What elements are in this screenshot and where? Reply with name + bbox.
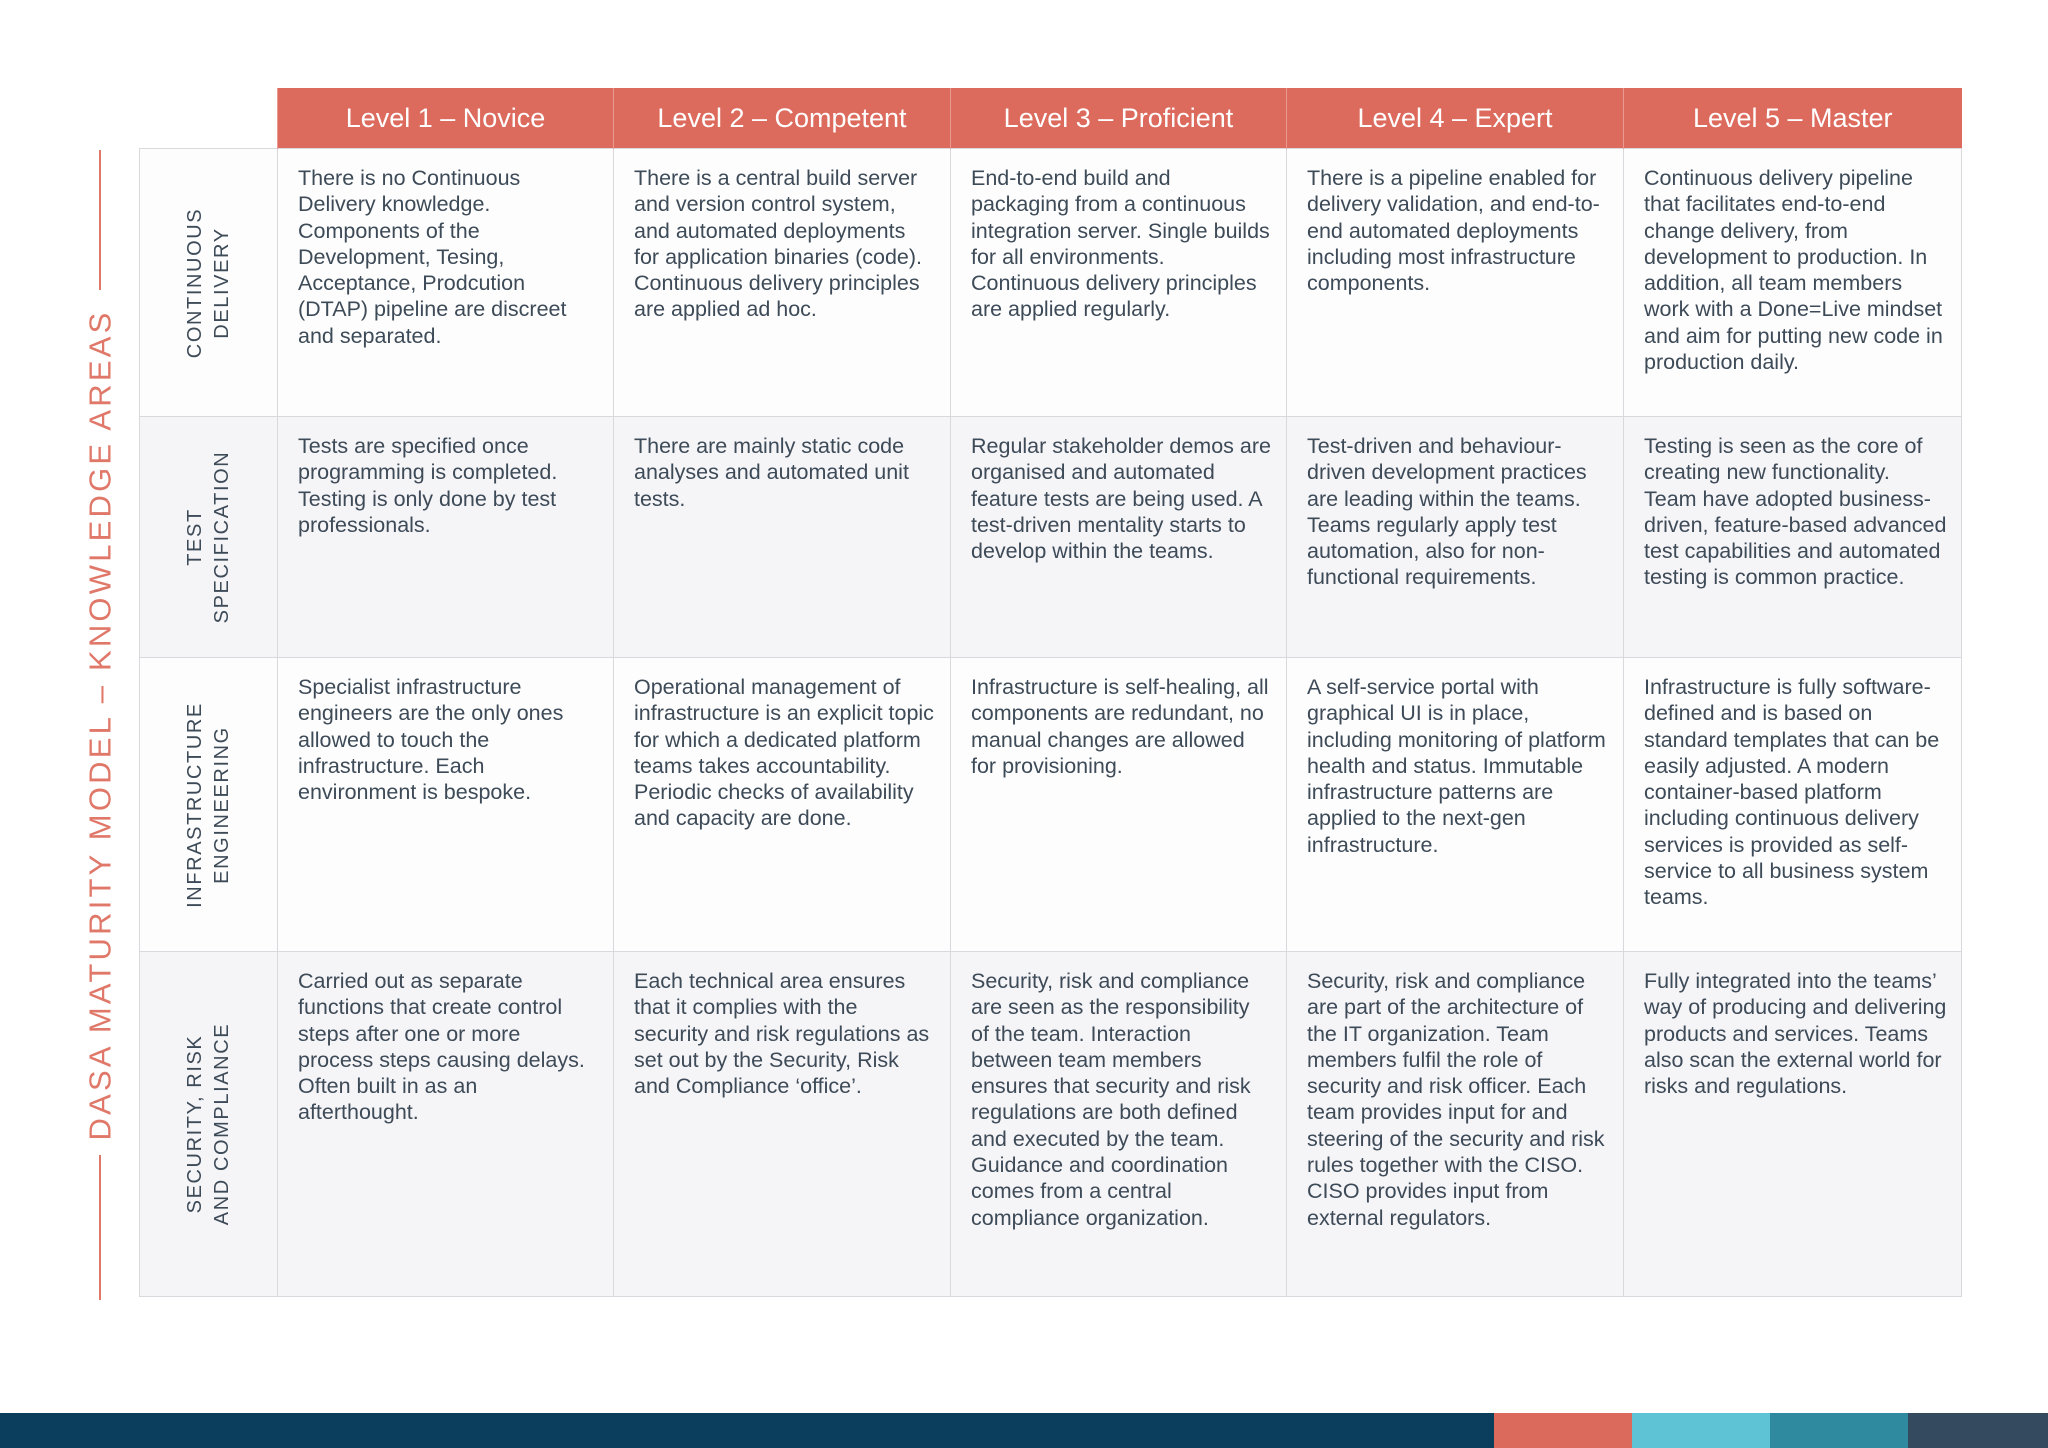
row-label-test-specification (140, 417, 278, 658)
side-title-line-bottom (99, 1155, 101, 1300)
row-test-specification (140, 417, 1962, 658)
level-header-4: Level 4 – Expert (1287, 88, 1624, 149)
level-header-1: Level 1 – Novice (278, 88, 614, 149)
side-title (80, 150, 120, 1300)
footer-color-bar (0, 1413, 2048, 1448)
footer-segment-navy (0, 1413, 1494, 1448)
matrix-cell: Carried out as separate functions that create control steps after one or more process steps causing delays. Often built in as an afterthought. (278, 952, 614, 1297)
level-header-3: Level 3 – Proficient (951, 88, 1287, 149)
matrix-cell: There is a central build server and version control system, and automated deployments for application binaries (code). Continuous delivery principles are applied ad hoc. (614, 149, 951, 417)
row-continuous-delivery (140, 149, 1962, 417)
matrix-cell: There are mainly static code analyses and automated unit tests. (614, 417, 951, 658)
matrix-cell: There is no Continuous Delivery knowledge. Components of the Development, Tesing, Acceptance, Prodcution (DTAP) pipeline are discreet and separated. (278, 149, 614, 417)
matrix-cell: Security, risk and compliance are seen as the responsibility of the team. Interaction between team members ensures that security and risk regulations are both defined and executed by the team. Guidance and coordination comes from a central compliance organization. (951, 952, 1287, 1297)
row-label-line: CONTINUOUS (183, 207, 206, 358)
row-security-risk-compliance (140, 952, 1962, 1297)
matrix-cell: End-to-end build and packaging from a continuous integration server. Single builds for all environments. Continuous delivery principles are applied regularly. (951, 149, 1287, 417)
side-title-text: DASA MATURITY MODEL – KNOWLEDGE AREAS (82, 309, 118, 1141)
row-label-line: TEST (183, 508, 206, 566)
header-corner (140, 88, 278, 149)
matrix-cell: Fully integrated into the teams’ way of producing and delivering products and services. Teams also scan the external world for risks and regulations. (1624, 952, 1962, 1297)
footer-segment-cyan (1632, 1413, 1770, 1448)
level-header-5: Level 5 – Master (1624, 88, 1962, 149)
row-label-security-risk-compliance (140, 952, 278, 1297)
matrix-cell: Test-driven and behaviour-driven development practices are leading within the teams. Teams regularly apply test automation, also for non-functional requirements. (1287, 417, 1624, 658)
matrix-cell: Regular stakeholder demos are organised and automated feature tests are being used. A test-driven mentality starts to develop within the teams. (951, 417, 1287, 658)
level-header-row (140, 88, 1962, 149)
row-label-infrastructure-engineering (140, 658, 278, 952)
matrix-cell: A self-service portal with graphical UI is in place, including monitoring of platform health and status. Immutable infrastructure patterns are applied to the next-gen infrastructure. (1287, 658, 1624, 952)
matrix-cell: Operational management of infrastructure is an explicit topic for which a dedicated platform teams takes accountability. Periodic checks of availability and capacity are done. (614, 658, 951, 952)
row-label-text (182, 207, 236, 357)
row-label-continuous-delivery (140, 149, 278, 417)
level-header-2: Level 2 – Competent (614, 88, 951, 149)
matrix-cell: Infrastructure is fully software-defined and is based on standard templates that can be easily adjusted. A modern container-based platform including continuous delivery services is provided as self-service to all business system teams. (1624, 658, 1962, 952)
matrix-cell: Security, risk and compliance are part of the architecture of the IT organization. Team members fulfil the role of security and risk officer. Each team provides input for and steering of the security and risk rules together with the CISO. CISO provides input from external regulators. (1287, 952, 1624, 1297)
row-label-text (182, 451, 236, 624)
footer-segment-coral (1494, 1413, 1632, 1448)
row-label-line: INFRASTRUCTURE (183, 701, 206, 908)
row-label-text (182, 702, 236, 908)
matrix-cell: Specialist infrastructure engineers are the only ones allowed to touch the infrastructure. Each environment is bespoke. (278, 658, 614, 952)
matrix-cell: Continuous delivery pipeline that facilitates end-to-end change delivery, from development to production. In addition, all team members work with a Done=Live mindset and aim for putting new code in production daily. (1624, 149, 1962, 417)
row-label-text (182, 1023, 236, 1225)
row-label-line: DELIVERY (210, 226, 233, 339)
row-infrastructure-engineering (140, 658, 1962, 952)
footer-segment-teal (1770, 1413, 1908, 1448)
row-label-line: SECURITY, RISK (183, 1034, 206, 1214)
matrix-cell: There is a pipeline enabled for delivery validation, and end-to-end automated deployments including most infrastructure components. (1287, 149, 1624, 417)
row-label-line: AND COMPLIANCE (210, 1022, 233, 1226)
matrix-cell: Each technical area ensures that it complies with the security and risk regulations as set out by the Security, Risk and Compliance ‘office’. (614, 952, 951, 1297)
footer-segment-slate (1908, 1413, 2048, 1448)
matrix-cell: Testing is seen as the core of creating new functionality. Team have adopted business-driven, feature-based advanced test capabilities and automated testing is common practice. (1624, 417, 1962, 658)
matrix-cell: Tests are specified once programming is completed. Testing is only done by test professionals. (278, 417, 614, 658)
row-label-line: SPECIFICATION (210, 450, 233, 624)
matrix-cell: Infrastructure is self-healing, all components are redundant, no manual changes are allowed for provisioning. (951, 658, 1287, 952)
side-title-line-top (99, 150, 101, 290)
maturity-matrix-table (139, 88, 1962, 1297)
row-label-line: ENGINEERING (210, 725, 233, 884)
